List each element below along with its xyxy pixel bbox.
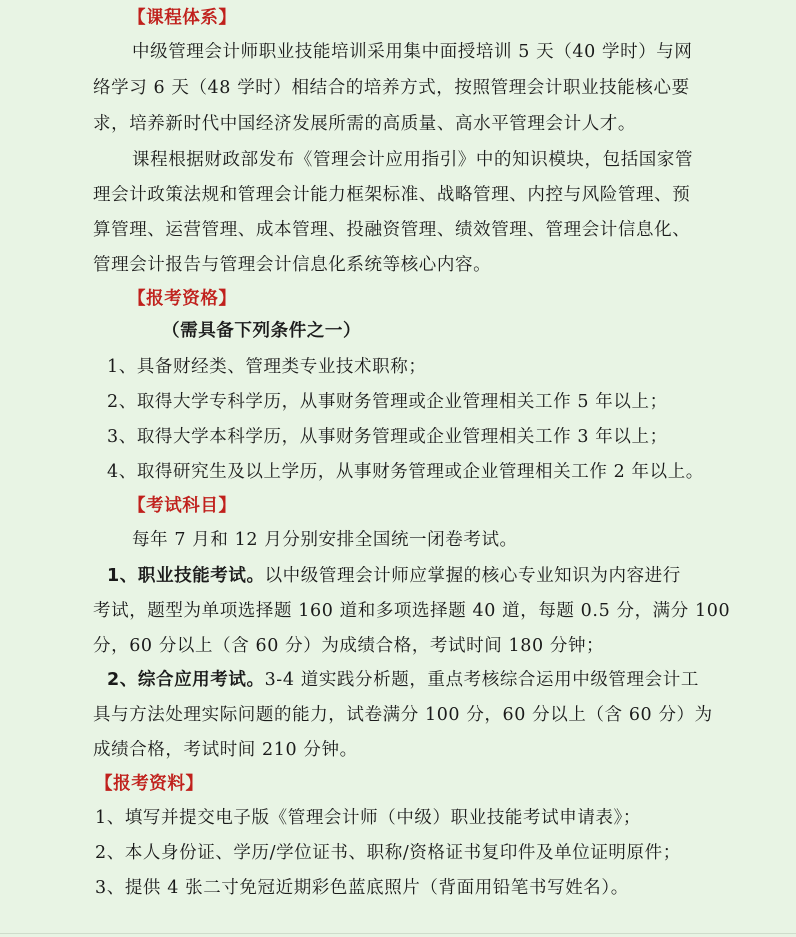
exam-heading: 【考试科目】 [128, 496, 237, 516]
exam-subject-2-line-2: 具与方法处理实际问题的能力，试卷满分 100 分，60 分以上（含 60 分）为 [93, 705, 713, 725]
curriculum-paragraph-1-line-2: 络学习 6 天（48 学时）相结合的培养方式，按照管理会计职业技能核心要 [93, 78, 690, 98]
curriculum-paragraph-2-line-4: 管理会计报告与管理会计信息化系统等核心内容。 [93, 255, 492, 275]
curriculum-paragraph-1-line-3: 求，培养新时代中国经济发展所需的高质量、高水平管理会计人才。 [93, 114, 636, 134]
materials-item-1: 1、填写并提交电子版《管理会计师（中级）职业技能考试申请表》； [95, 808, 641, 828]
eligibility-item-3: 3、取得大学本科学历，从事财务管理或企业管理相关工作 3 年以上； [107, 427, 668, 447]
bottom-divider [0, 933, 796, 934]
curriculum-paragraph-2-line-2: 理会计政策法规和管理会计能力框架标准、战略管理、内控与风险管理、预 [93, 185, 691, 205]
exam-subject-2-text: 3-4 道实践分析题，重点考核综合运用中级管理会计工 [264, 670, 699, 690]
exam-subject-2-title: 2、综合应用考试。 [107, 670, 265, 690]
materials-heading: 【报考资料】 [95, 774, 204, 794]
exam-subject-1-title: 1、职业技能考试。 [107, 566, 265, 586]
curriculum-heading: 【课程体系】 [128, 8, 237, 28]
eligibility-item-4: 4、取得研究生及以上学历，从事财务管理或企业管理相关工作 2 年以上。 [107, 462, 704, 482]
exam-subject-1-text: 以中级管理会计师应掌握的核心专业知识为内容进行 [264, 566, 681, 586]
eligibility-item-1: 1、具备财经类、管理类专业技术职称； [107, 357, 427, 377]
eligibility-subheading: （需具备下列条件之一） [162, 321, 362, 341]
exam-intro: 每年 7 月和 12 月分别安排全国统一闭卷考试。 [132, 530, 518, 550]
exam-subject-1-line-1 [107, 564, 681, 588]
curriculum-paragraph-2-line-1: 课程根据财政部发布《管理会计应用指引》中的知识模块，包括国家管 [132, 150, 694, 170]
materials-item-3: 3、提供 4 张二寸免冠近期彩色蓝底照片（背面用铅笔书写姓名）。 [95, 878, 629, 898]
materials-item-2: 2、本人身份证、学历/学位证书、职称/资格证书复印件及单位证明原件； [95, 843, 681, 863]
exam-subject-2-line-3: 成绩合格，考试时间 210 分钟。 [93, 740, 358, 760]
curriculum-paragraph-1-line-1: 中级管理会计师职业技能培训采用集中面授培训 5 天（40 学时）与网 [132, 42, 693, 62]
exam-subject-1-line-2: 考试，题型为单项选择题 160 道和多项选择题 40 道，每题 0.5 分，满分 100 [93, 601, 731, 621]
eligibility-heading: 【报考资格】 [128, 289, 237, 309]
eligibility-item-2: 2、取得大学专科学历，从事财务管理或企业管理相关工作 5 年以上； [107, 392, 668, 412]
curriculum-paragraph-2-line-3: 算管理、运营管理、成本管理、投融资管理、绩效管理、管理会计信息化、 [93, 220, 691, 240]
exam-subject-1-line-3: 分，60 分以上（含 60 分）为成绩合格，考试时间 180 分钟； [93, 636, 605, 656]
exam-subject-2-line-1 [107, 668, 699, 692]
